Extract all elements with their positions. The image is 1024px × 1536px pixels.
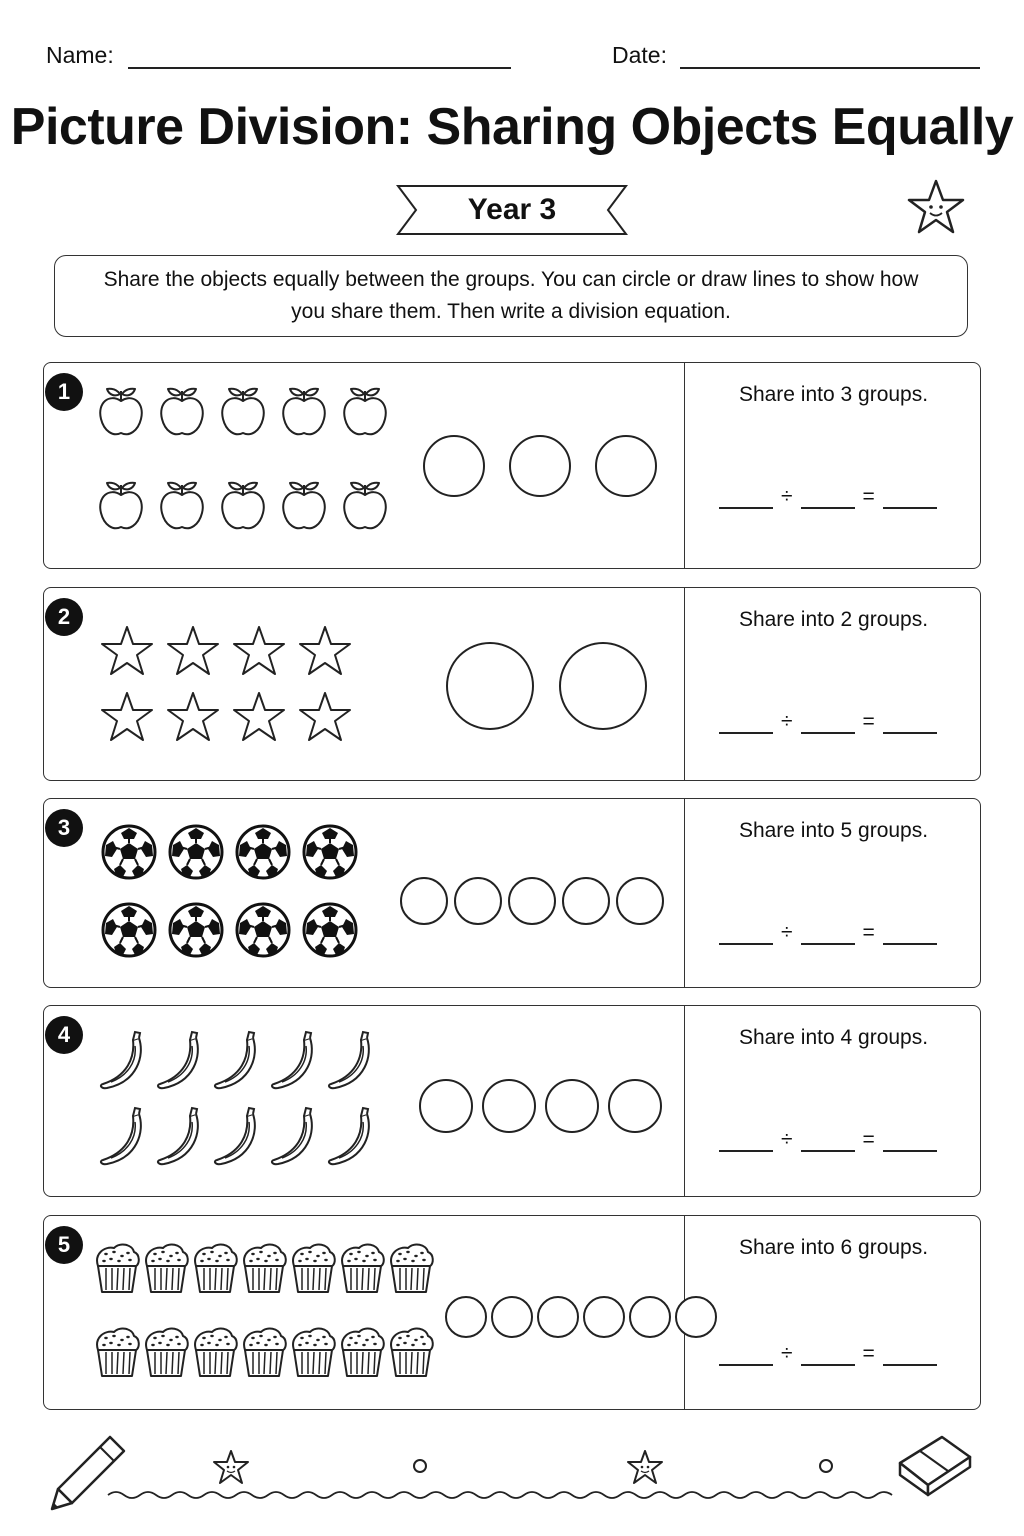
soccer-ball-icon <box>304 826 356 878</box>
eraser-icon <box>900 1437 970 1495</box>
dot-circle-icon <box>820 1460 832 1472</box>
soccer-ball-icon <box>103 826 155 878</box>
banana-icon <box>215 1032 255 1088</box>
soccer-ball-icon <box>103 904 155 956</box>
group-circle[interactable] <box>584 1297 624 1337</box>
problem-prompt: Share into 6 groups. <box>738 1236 929 1259</box>
banana-icons <box>44 1006 684 1198</box>
muffin-icon <box>391 1329 433 1376</box>
soccer-ball-icon <box>237 826 289 878</box>
muffin-icon <box>342 1245 384 1292</box>
pencil-icon <box>52 1437 124 1509</box>
apple-icon <box>344 389 386 434</box>
year-label: Year 3 <box>467 193 557 226</box>
soccer-ball-icon <box>304 904 356 956</box>
muffin-icon <box>195 1245 237 1292</box>
star-icon <box>300 693 350 740</box>
equals-symbol: = <box>862 921 875 944</box>
problem-number-badge: 4 <box>45 1016 83 1054</box>
problem-number-badge: 2 <box>45 598 83 636</box>
star-icon <box>168 627 218 674</box>
muffin-icon <box>195 1329 237 1376</box>
apple-icon <box>100 483 142 528</box>
smiling-star-icon <box>214 1451 248 1483</box>
group-circle[interactable] <box>509 878 555 924</box>
dividend-blank[interactable] <box>719 1346 773 1366</box>
divisor-blank[interactable] <box>801 1132 855 1152</box>
problem-3 <box>43 798 981 988</box>
dividend-blank[interactable] <box>719 925 773 945</box>
smiling-star-icon <box>628 1451 662 1483</box>
group-circle[interactable] <box>563 878 609 924</box>
problem-prompt: Share into 4 groups. <box>738 1026 929 1049</box>
division-equation <box>719 1128 937 1152</box>
muffin-icons <box>44 1216 684 1411</box>
dot-circle-icon <box>414 1460 426 1472</box>
division-equation <box>719 921 937 945</box>
problem-2 <box>43 587 981 781</box>
equals-symbol: = <box>862 485 875 508</box>
muffin-icon <box>391 1245 433 1292</box>
muffin-icon <box>293 1245 335 1292</box>
soccer-ball-icon <box>170 826 222 878</box>
banana-icon <box>272 1032 312 1088</box>
group-circle[interactable] <box>446 1297 486 1337</box>
group-circle[interactable] <box>676 1297 716 1337</box>
problem-5 <box>43 1215 981 1410</box>
star-icon <box>168 693 218 740</box>
muffin-icon <box>97 1245 139 1292</box>
equals-symbol: = <box>862 710 875 733</box>
divisor-blank[interactable] <box>801 1346 855 1366</box>
divisor-blank[interactable] <box>801 925 855 945</box>
division-equation <box>719 485 937 509</box>
apple-icon <box>283 483 325 528</box>
quotient-blank[interactable] <box>883 1132 937 1152</box>
group-circle[interactable] <box>424 436 484 496</box>
muffin-icon <box>244 1245 286 1292</box>
banana-icon <box>158 1108 198 1164</box>
banana-icon <box>272 1108 312 1164</box>
equals-symbol: = <box>862 1342 875 1365</box>
banana-icon <box>215 1108 255 1164</box>
star-icon <box>234 627 284 674</box>
divide-symbol: ÷ <box>781 1128 793 1151</box>
group-circle[interactable] <box>447 643 533 729</box>
problem-prompt: Share into 2 groups. <box>738 608 929 631</box>
page-title: Picture Division: Sharing Objects Equally <box>10 98 1014 156</box>
group-circle[interactable] <box>617 878 663 924</box>
smiling-star-icon <box>905 178 967 238</box>
problem-number-badge: 5 <box>45 1226 83 1264</box>
divide-symbol: ÷ <box>781 710 793 733</box>
name-label: Name: <box>46 42 114 68</box>
divide-symbol: ÷ <box>781 485 793 508</box>
divisor-blank[interactable] <box>801 489 855 509</box>
group-circle[interactable] <box>492 1297 532 1337</box>
group-circle[interactable] <box>455 878 501 924</box>
problem-number-badge: 1 <box>45 373 83 411</box>
soccer-ball-icon <box>170 904 222 956</box>
problem-prompt: Share into 5 groups. <box>738 819 929 842</box>
footer-decorations <box>0 1425 1024 1536</box>
group-circle[interactable] <box>510 436 570 496</box>
apple-icon <box>222 483 264 528</box>
quotient-blank[interactable] <box>883 925 937 945</box>
problem-1 <box>43 362 981 569</box>
apple-icon <box>100 389 142 434</box>
dividend-blank[interactable] <box>719 489 773 509</box>
muffin-icon <box>244 1329 286 1376</box>
apple-icon <box>161 389 203 434</box>
group-circle[interactable] <box>483 1080 535 1132</box>
banana-icon <box>329 1108 369 1164</box>
muffin-icon <box>146 1245 188 1292</box>
muffin-icon <box>293 1329 335 1376</box>
dividend-blank[interactable] <box>719 1132 773 1152</box>
quotient-blank[interactable] <box>883 714 937 734</box>
soccer-ball-icons <box>44 799 684 989</box>
star-icon <box>102 693 152 740</box>
date-label: Date: <box>612 42 667 68</box>
quotient-blank[interactable] <box>883 1346 937 1366</box>
muffin-icon <box>342 1329 384 1376</box>
banana-icon <box>101 1108 141 1164</box>
problem-number-badge: 3 <box>45 809 83 847</box>
group-circle[interactable] <box>609 1080 661 1132</box>
divide-symbol: ÷ <box>781 921 793 944</box>
group-circle[interactable] <box>560 643 646 729</box>
star-icon <box>234 693 284 740</box>
group-circle[interactable] <box>420 1080 472 1132</box>
problem-prompt: Share into 3 groups. <box>738 383 929 406</box>
apple-icon <box>222 389 264 434</box>
division-equation <box>719 1342 937 1366</box>
group-circle[interactable] <box>401 878 447 924</box>
muffin-icon <box>97 1329 139 1376</box>
apple-icons <box>44 363 684 570</box>
group-circle[interactable] <box>546 1080 598 1132</box>
group-circle[interactable] <box>596 436 656 496</box>
quotient-blank[interactable] <box>883 489 937 509</box>
division-equation <box>719 710 937 734</box>
apple-icon <box>344 483 386 528</box>
group-circle[interactable] <box>538 1297 578 1337</box>
divide-symbol: ÷ <box>781 1342 793 1365</box>
muffin-icon <box>146 1329 188 1376</box>
banana-icon <box>101 1032 141 1088</box>
dividend-blank[interactable] <box>719 714 773 734</box>
banana-icon <box>158 1032 198 1088</box>
equals-symbol: = <box>862 1128 875 1151</box>
wavy-line <box>108 1492 892 1498</box>
star-icon <box>102 627 152 674</box>
instructions-box <box>54 255 968 337</box>
banana-icon <box>329 1032 369 1088</box>
star-icon <box>300 627 350 674</box>
name-field[interactable] <box>128 67 511 69</box>
apple-icon <box>161 483 203 528</box>
soccer-ball-icon <box>237 904 289 956</box>
instructions-text: Share the objects equally between the groups. You can circle or draw lines to show how you share them. Then write a division equation. <box>103 268 919 323</box>
group-circle[interactable] <box>630 1297 670 1337</box>
problem-4 <box>43 1005 981 1197</box>
apple-icon <box>283 389 325 434</box>
divisor-blank[interactable] <box>801 714 855 734</box>
star-icons <box>44 588 684 782</box>
date-field[interactable] <box>680 67 980 69</box>
